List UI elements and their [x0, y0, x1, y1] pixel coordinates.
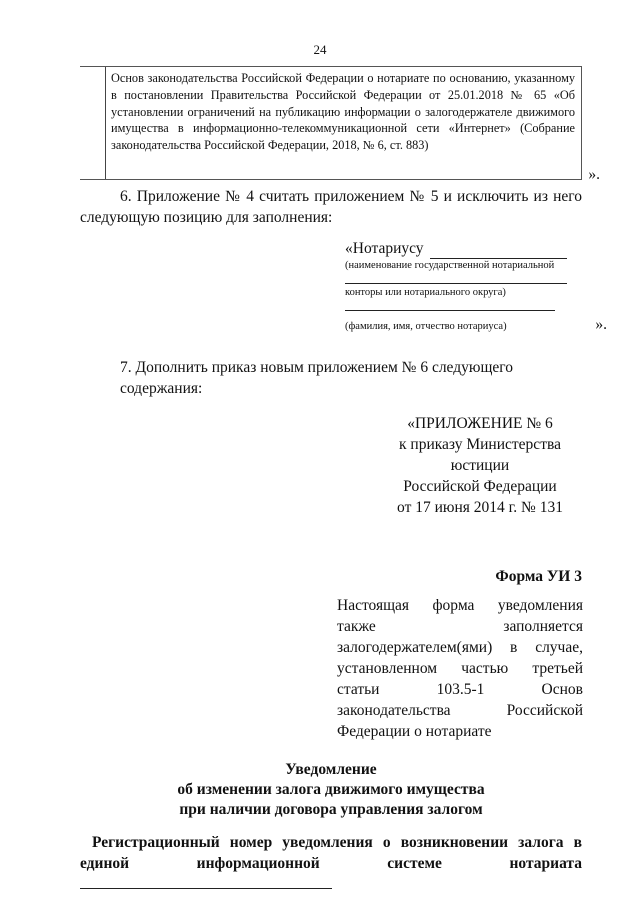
notification-heading [80, 760, 582, 820]
amendment-table [80, 66, 582, 180]
table-close-quote: ». [588, 166, 600, 183]
amendment-table-wrap [80, 66, 600, 183]
notary-caption-3: (фамилия, имя, отчество нотариуса) [345, 321, 507, 332]
notary-label: «Нотариусу [345, 240, 424, 257]
notary-blank-3 [345, 298, 555, 311]
page-content [80, 0, 607, 895]
notary-block [345, 238, 607, 335]
heading-line-3: при наличии договора управления залогом [179, 801, 483, 818]
heading-line-1: Уведомление [285, 761, 377, 778]
form-title: Форма УИ 3 [495, 568, 582, 585]
registration-number-blank [80, 876, 332, 889]
appendix-header [380, 413, 580, 518]
appendix-line-4: от 17 июня 2014 г. № 131 [397, 499, 563, 516]
item-6-paragraph: 6. Приложение № 4 считать приложением № 5 и исключить из него следующую позицию для заполнения: [80, 188, 582, 226]
appendix-line-2: к приказу Министерства юстиции [399, 436, 561, 474]
table-divider [105, 67, 106, 179]
notary-blank [430, 244, 567, 259]
registration-number-label [80, 832, 582, 895]
page-number: 24 [313, 42, 327, 57]
notary-caption-1: (наименование государственной нотариальной [345, 260, 555, 271]
item-7-paragraph: 7. Дополнить приказ новым приложением № 6 следующего содержания: [120, 359, 513, 397]
notary-blank-2 [345, 271, 567, 284]
registration-number-text: Регистрационный номер уведомления о возникновении залога в единой информационной системе нотариата [80, 834, 582, 872]
appendix-line-1: «ПРИЛОЖЕНИЕ № 6 [407, 415, 553, 432]
heading-line-2: об изменении залога движимого имущества [177, 781, 485, 798]
form-note: Настоящая форма уведомления также заполняется залогодержателем(ями) в случае, установленном частью третьей статьи 103.5-1 Основ законодательства Российской Федерации о нотариате [337, 597, 583, 740]
notary-caption-2: конторы или нотариального округа) [345, 287, 506, 298]
table-cell-text: Основ законодательства Российской Федерации о нотариате по основанию, указанному в постановлении Правительства Российской Федерации от 25.01.2018 № 65 «Об установлении ограничений на публикацию информации о залогодержателе движимого имущества в информационно-телекоммуникационной сети «Интернет» (Собрание законодательства Российской Федерации, 2018, № 6, ст. 883) [111, 71, 575, 153]
appendix-line-3: Российской Федерации [403, 478, 557, 495]
notary-close-quote: ». [595, 316, 607, 333]
